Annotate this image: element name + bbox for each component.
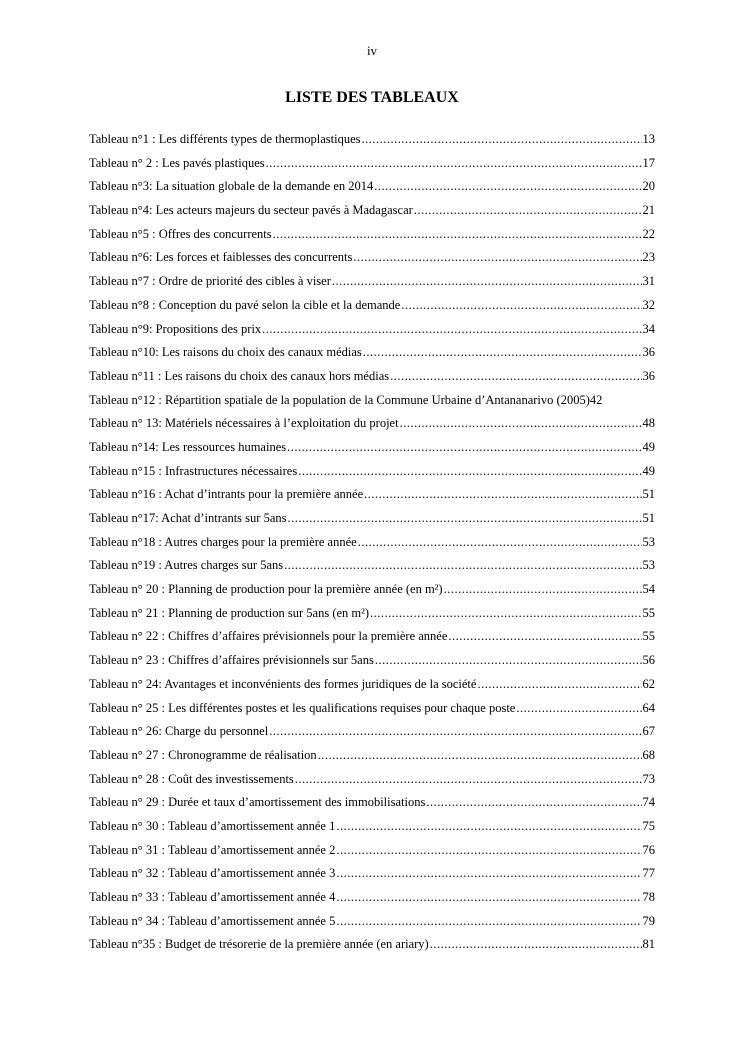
toc-entry-page: 76 (642, 842, 655, 857)
toc-entry[interactable] (89, 602, 655, 626)
toc-entry[interactable] (89, 862, 655, 886)
toc-entry[interactable] (89, 531, 655, 555)
toc-dot-leader (448, 625, 641, 649)
toc-dot-leader (287, 507, 641, 531)
toc-entry[interactable] (89, 175, 655, 199)
toc-entry[interactable] (89, 625, 655, 649)
toc-dot-leader (374, 175, 641, 199)
toc-entry[interactable] (89, 720, 655, 744)
toc-entry-label: Tableau n°12 : Répartition spatiale de la population de la Commune Urbaine d’Antananarivo (2005) (89, 392, 590, 407)
toc-entry-page: 77 (642, 866, 655, 881)
toc-entry-label: Tableau n°10: Les raisons du choix des canaux médias (89, 345, 362, 360)
toc-entry-page: 78 (642, 890, 655, 904)
toc-entry-label: Tableau n°6: Les forces et faiblesses des concurrents (89, 250, 353, 265)
toc-entry[interactable] (89, 649, 655, 673)
page-number: iv (366, 43, 378, 58)
toc-dot-leader (336, 839, 641, 863)
toc-entry-label: Tableau n° 26: Charge du personnel (89, 724, 269, 739)
toc-dot-leader (401, 294, 641, 318)
toc-entry-page: 49 (642, 463, 655, 478)
toc-entry-page: 55 (642, 629, 655, 644)
toc-entry-label: Tableau n° 31 : Tableau d’amortissement année 2 (89, 842, 336, 857)
toc-entry[interactable] (89, 673, 655, 697)
toc-entry-label: Tableau n° 2 : Les pavés plastiques (89, 155, 265, 170)
toc-entry-page: 17 (642, 155, 655, 170)
toc-entry-page: 74 (642, 795, 655, 810)
toc-dot-leader (318, 744, 642, 768)
toc-entry[interactable] (89, 507, 655, 531)
toc-entry[interactable] (89, 365, 655, 389)
toc-entry-label: Tableau n° 27 : Chronogramme de réalisation (89, 747, 317, 762)
toc-entry[interactable] (89, 389, 655, 413)
toc-entry[interactable] (89, 128, 655, 152)
toc-entry-page: 79 (642, 913, 655, 928)
toc-entry[interactable] (89, 199, 655, 223)
toc-dot-leader (269, 720, 641, 744)
toc-dot-leader (426, 791, 641, 815)
toc-entry-page: 75 (642, 818, 655, 833)
toc-dot-leader (390, 365, 641, 389)
toc-entry-label: Tableau n° 30 : Tableau d’amortissement année 1 (89, 818, 336, 833)
toc-entry-label: Tableau n° 32 : Tableau d’amortissement année 3 (89, 866, 336, 881)
toc-entry-page: 34 (642, 321, 655, 336)
toc-entry-page: 56 (642, 653, 655, 668)
toc-entry-page: 53 (642, 534, 655, 549)
toc-dot-leader (284, 554, 641, 578)
toc-entry-page: 51 (642, 487, 655, 502)
toc-entry-page: 36 (642, 345, 655, 360)
toc-dot-leader (414, 199, 642, 223)
toc-entry-page: 21 (642, 203, 655, 218)
toc-entry-label: Tableau n° 28 : Coût des investissements (89, 771, 294, 786)
toc-entry-page: 32 (642, 297, 655, 312)
toc-dot-leader (444, 578, 642, 602)
toc-entry-label: Tableau n° 25 : Les différentes postes et les qualifications requises pour chaque poste (89, 700, 516, 715)
toc-dot-leader (400, 412, 642, 436)
toc-entry[interactable] (89, 412, 655, 436)
toc-dot-leader (430, 933, 642, 957)
toc-dot-leader (353, 246, 641, 270)
toc-entry[interactable] (89, 791, 655, 815)
toc-entry-page: 23 (642, 250, 655, 265)
toc-dot-leader (298, 460, 641, 484)
toc-entry-label: Tableau n°1 : Les différents types de thermoplastiques (89, 132, 361, 146)
toc-dot-leader (370, 602, 641, 626)
toc-entry-label: Tableau n°9: Propositions des prix (89, 321, 262, 336)
toc-dot-leader (516, 697, 641, 721)
toc-entry[interactable] (89, 839, 655, 863)
toc-entry-label: Tableau n°18 : Autres charges pour la première année (89, 534, 357, 549)
toc-entry-label: Tableau n°4: Les acteurs majeurs du secteur pavés à Madagascar (89, 203, 413, 218)
toc-entry[interactable] (89, 483, 655, 507)
toc-entry[interactable] (89, 152, 655, 176)
toc-entry[interactable] (89, 460, 655, 484)
toc-dot-leader (332, 270, 642, 294)
toc-entry[interactable] (89, 223, 655, 247)
toc-entry-page: 64 (642, 700, 655, 715)
toc-entry-label: Tableau n° 29 : Durée et taux d’amortissement des immobilisations (89, 795, 426, 810)
toc-entry[interactable] (89, 578, 655, 602)
toc-dot-leader (336, 815, 641, 839)
toc-dot-leader (336, 910, 641, 934)
toc-entry-label: Tableau n° 23 : Chiffres d’affaires prévisionnels sur 5ans (89, 653, 374, 668)
table-list (89, 128, 655, 957)
toc-entry-label: Tableau n°8 : Conception du pavé selon la cible et la demande (89, 297, 401, 312)
toc-entry-label: Tableau n°15 : Infrastructures nécessaires (89, 463, 298, 478)
toc-dot-leader (273, 223, 642, 247)
toc-dot-leader (477, 673, 641, 697)
page-title: LISTE DES TABLEAUX (285, 89, 459, 106)
toc-entry[interactable] (89, 554, 655, 578)
toc-entry[interactable] (89, 910, 655, 934)
toc-entry-label: Tableau n°35 : Budget de trésorerie de la première année (en ariary) (89, 937, 429, 952)
toc-entry-label: Tableau n° 20 : Planning de production pour la première année (en m²) (89, 582, 443, 597)
toc-dot-leader (364, 483, 641, 507)
toc-entry-page: 51 (642, 511, 655, 525)
toc-dot-leader (287, 436, 641, 460)
toc-entry[interactable] (89, 436, 655, 460)
toc-entry-label: Tableau n° 13: Matériels nécessaires à l’exploitation du projet (89, 416, 399, 431)
toc-entry-page: 62 (642, 676, 655, 691)
toc-entry[interactable] (89, 270, 655, 294)
toc-entry-page: 31 (642, 274, 655, 289)
toc-dot-leader (295, 768, 642, 792)
toc-dot-leader (266, 152, 642, 176)
toc-entry-label: Tableau n°7 : Ordre de priorité des cibles à viser (89, 274, 331, 289)
toc-entry-page: 13 (642, 132, 655, 146)
toc-entry-page: 48 (642, 416, 655, 431)
toc-entry-label: Tableau n°3: La situation globale de la demande en 2014 (89, 179, 374, 194)
toc-entry[interactable] (89, 341, 655, 365)
toc-dot-leader (358, 531, 642, 555)
toc-entry-label: Tableau n° 34 : Tableau d’amortissement année 5 (89, 913, 336, 928)
toc-entry[interactable] (89, 294, 655, 318)
toc-dot-leader (375, 649, 642, 673)
toc-entry-page: 49 (642, 439, 655, 454)
toc-dot-leader (336, 862, 641, 886)
toc-dot-leader (362, 128, 642, 152)
toc-entry-page: 22 (642, 226, 655, 241)
toc-entry-label: Tableau n° 21 : Planning de production sur 5ans (en m²) (89, 605, 370, 620)
toc-entry-label: Tableau n° 22 : Chiffres d’affaires prévisionnels pour la première année (89, 629, 448, 644)
toc-entry[interactable] (89, 246, 655, 270)
toc-entry-page: 81 (642, 937, 655, 952)
toc-entry-page: 53 (642, 558, 655, 573)
toc-entry-page: 36 (642, 368, 655, 383)
toc-entry-page: 42 (589, 392, 603, 407)
toc-entry[interactable] (89, 318, 655, 342)
toc-dot-leader (363, 341, 642, 365)
toc-entry[interactable] (89, 886, 655, 910)
toc-entry-label: Tableau n° 24: Avantages et inconvénients des formes juridiques de la société (89, 676, 477, 691)
toc-entry-label: Tableau n°16 : Achat d’intrants pour la première année (89, 487, 364, 502)
toc-entry[interactable] (89, 815, 655, 839)
toc-entry-label: Tableau n°17: Achat d’intrants sur 5ans (89, 511, 287, 525)
toc-entry-label: Tableau n°14: Les ressources humaines (89, 439, 287, 454)
toc-entry-page: 55 (642, 605, 655, 620)
toc-dot-leader (262, 318, 641, 342)
toc-entry-label: Tableau n°11 : Les raisons du choix des canaux hors médias (89, 368, 390, 383)
toc-entry[interactable] (89, 768, 655, 792)
toc-entry-page: 54 (642, 582, 655, 597)
toc-entry-label: Tableau n° 33 : Tableau d’amortissement année 4 (89, 890, 336, 904)
toc-entry-page: 73 (642, 771, 655, 786)
toc-dot-leader (336, 886, 641, 910)
toc-entry-label: Tableau n°5 : Offres des concurrents (89, 226, 272, 241)
toc-entry-page: 68 (642, 747, 655, 762)
toc-entry[interactable] (89, 744, 655, 768)
toc-entry-label: Tableau n°19 : Autres charges sur 5ans (89, 558, 284, 573)
toc-entry[interactable] (89, 697, 655, 721)
toc-entry[interactable] (89, 933, 655, 957)
toc-entry-page: 67 (642, 724, 655, 739)
toc-entry-page: 20 (642, 179, 655, 194)
